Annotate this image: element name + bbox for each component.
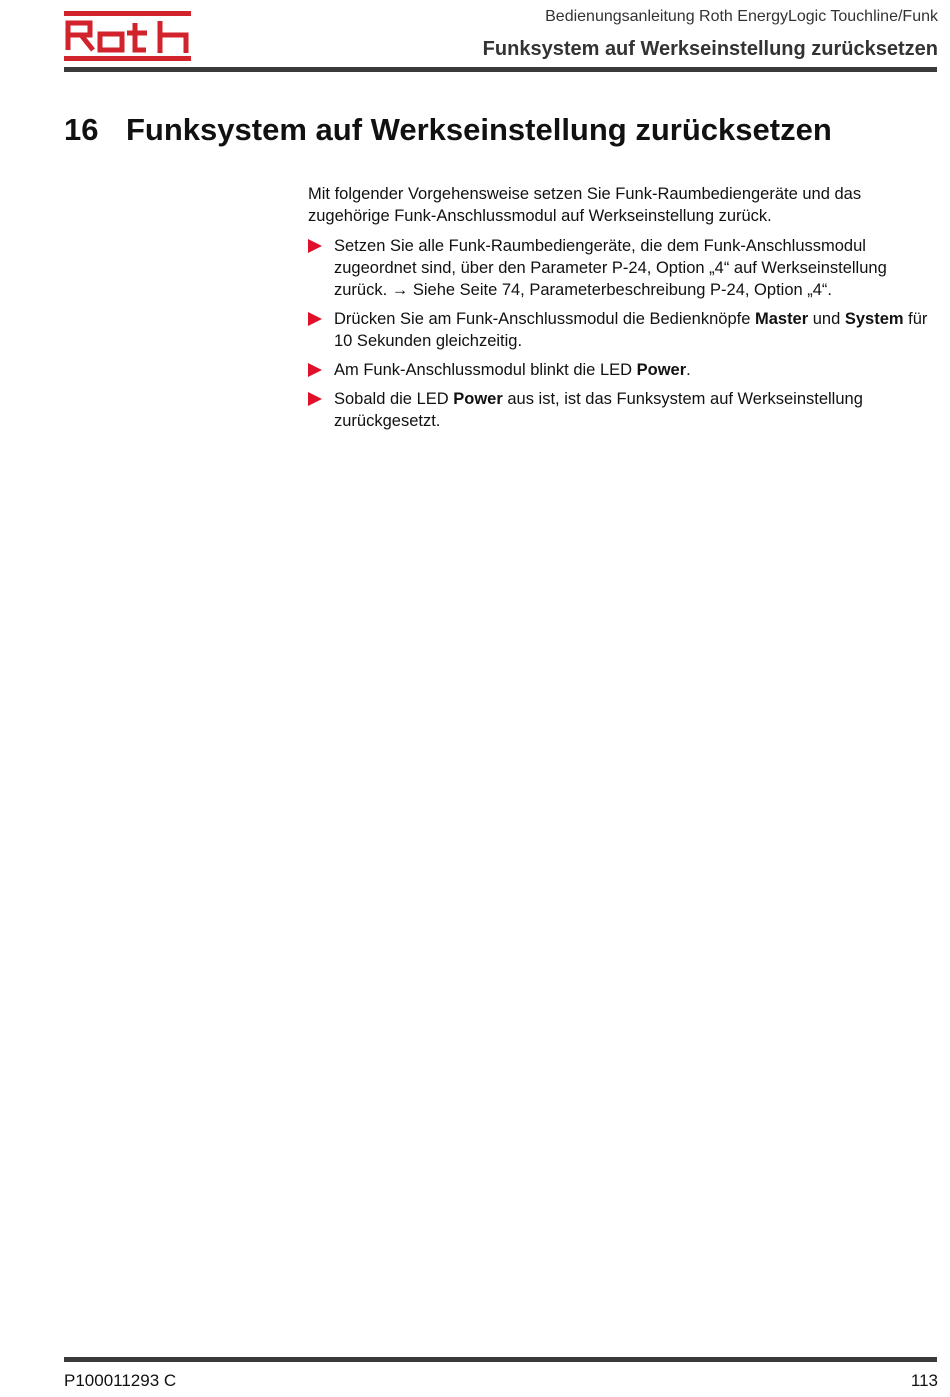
step-bold-term: System — [844, 310, 904, 328]
steps-list — [308, 235, 930, 432]
step-text: . — [686, 361, 691, 379]
step-text: Drücken Sie am Funk-Anschlussmodul die Bedienknöpfe — [334, 310, 755, 328]
step-text: aus ist, ist das Funksystem auf Werkseinstellung zurückgesetzt. — [334, 390, 863, 430]
step-bold-term: Power — [636, 361, 687, 379]
step-text: Sobald die LED — [334, 390, 454, 408]
roth-logo — [64, 11, 191, 63]
document-title: Bedienungsanleitung Roth EnergyLogic Touchline/Funk — [545, 8, 938, 25]
document-number: P100011293 C — [64, 1371, 177, 1390]
header-divider — [64, 67, 937, 72]
bullet-arrow-icon — [308, 363, 322, 377]
list-item — [308, 308, 930, 352]
step-text: und — [808, 310, 845, 328]
chapter-title: Funksystem auf Werkseinstellung zurücksetzen — [126, 112, 832, 147]
list-item — [308, 388, 930, 432]
bullet-arrow-icon — [308, 312, 322, 326]
list-item — [308, 359, 930, 381]
list-item — [308, 235, 930, 301]
footer-divider — [64, 1357, 937, 1362]
chapter-heading — [64, 112, 832, 148]
section-title: Funksystem auf Werkseinstellung zurücksetzen — [482, 38, 938, 60]
step-text: Setzen Sie alle Funk-Raumbediengeräte, die dem Funk-Anschlussmodul zugeordnet sind, über den Parameter P-24, Option „4“ auf Werkseinstellung zurück. → Siehe Seite 74, Parameterbeschreibung P-24, Option „4“. — [334, 237, 887, 299]
step-text: Am Funk-Anschlussmodul blinkt die LED — [334, 361, 637, 379]
step-text: für 10 Sekunden gleichzeitig. — [334, 310, 928, 350]
chapter-number: 16 — [64, 112, 99, 147]
page-content — [308, 183, 930, 439]
step-bold-term: Master — [754, 310, 809, 328]
step-bold-term: Power — [453, 390, 503, 408]
page-number: 113 — [910, 1371, 938, 1390]
bullet-arrow-icon — [308, 392, 322, 406]
bullet-arrow-icon — [308, 239, 322, 253]
intro-paragraph: Mit folgender Vorgehensweise setzen Sie Funk-Raumbediengeräte und das zugehörige Funk-Anschlussmodul auf Werkseinstellung zurück. — [308, 185, 862, 225]
